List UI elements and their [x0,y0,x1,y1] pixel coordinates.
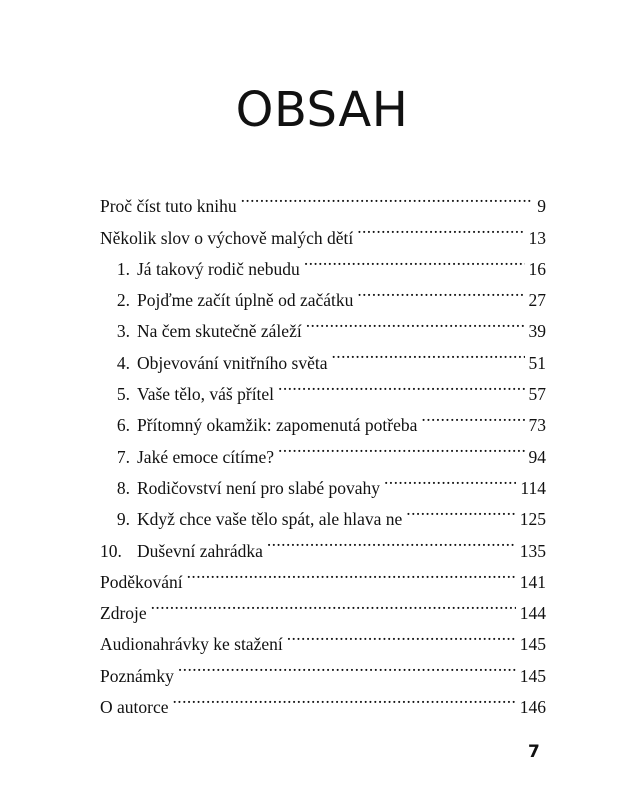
toc-entry-title: Objevování vnitřního světa [137,352,328,373]
toc-entry-title: Proč číst tuto knihu [100,196,237,217]
toc-entry-page: 39 [528,321,546,342]
toc-entry-title: Několik slov o výchově malých dětí [100,227,354,248]
toc-entry-page: 114 [520,477,546,498]
toc-entry-title: Audionahrávky ke stažení [100,634,283,655]
toc-entry-page: 141 [519,571,546,592]
toc-entry-title: Rodičovství není pro slabé povahy [137,477,381,498]
toc-entry-page: 57 [528,384,546,405]
toc-entry-number: 9. [116,509,130,530]
toc-entry-title: Přítomný okamžik: zapomenutá potřeba [137,415,418,436]
dot-leader [187,557,516,588]
dot-leader [267,525,516,556]
toc-entry-number: 3. [116,321,130,342]
toc-entry-page: 144 [519,603,546,624]
dot-leader [304,244,525,275]
toc-entry-page: 13 [528,227,546,248]
toc-entry-page: 145 [519,665,546,686]
dot-leader [406,494,515,525]
table-of-contents [100,181,546,718]
dot-leader [332,337,525,368]
toc-entry-page: 9 [537,196,546,217]
toc-entry-page: 73 [528,415,546,436]
toc-entry-title: Já takový rodič nebudu [137,258,300,279]
toc-entry-page: 51 [528,352,546,373]
toc-entry [100,619,546,655]
toc-entry-page: 125 [519,509,546,530]
toc-entry-page: 16 [528,258,546,279]
toc-entry-number: 1. [116,258,130,279]
dot-leader [357,275,524,306]
toc-entry-number: 8. [116,477,130,498]
dot-leader [173,682,516,713]
dot-leader [278,431,524,462]
toc-entry-number: 5. [116,384,130,405]
dot-leader [278,369,524,400]
toc-entry-title: Duševní zahrádka [137,540,263,561]
dot-leader [287,619,516,650]
toc-entry-title: Poznámky [100,665,174,686]
dot-leader [357,212,524,243]
dot-leader [151,588,516,619]
toc-entry-title: Na čem skutečně záleží [137,321,302,342]
toc-entry-page: 146 [519,697,546,718]
toc-entry-page: 27 [528,290,546,311]
page-number: 7 [528,742,540,762]
toc-entry [100,181,546,217]
dot-leader [241,181,534,212]
toc-entry-number: 4. [116,352,130,373]
toc-entry-title: Vaše tělo, váš přítel [137,384,275,405]
toc-entry-page: 135 [519,540,546,561]
toc-entry-title: Poděkování [100,571,183,592]
toc-entry-number: 2. [116,290,130,311]
toc-entry-title: O autorce [100,697,169,718]
dot-leader [306,306,525,337]
dot-leader [178,650,516,681]
toc-entry [100,588,546,624]
toc-entry-title: Jaké emoce cítíme? [137,446,275,467]
toc-entry-number: 6. [116,415,130,436]
dot-leader [421,400,524,431]
dot-leader [384,463,516,494]
toc-entry-number: 10. [100,540,122,561]
toc-entry-page: 94 [528,446,546,467]
toc-entry-page: 145 [519,634,546,655]
page-title: OBSAH [235,82,409,138]
toc-entry-number: 7. [116,446,130,467]
toc-entry-title: Zdroje [100,603,147,624]
toc-entry-title: Pojďme začít úplně od začátku [137,290,354,311]
toc-entry-title: Když chce vaše tělo spát, ale hlava ne [137,509,403,530]
